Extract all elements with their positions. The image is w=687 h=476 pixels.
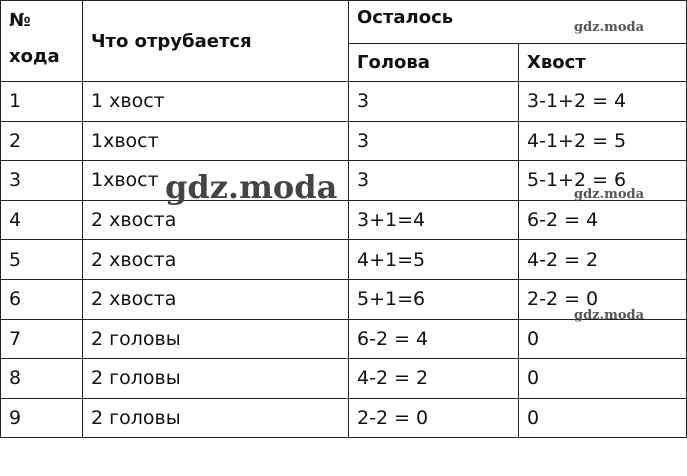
cell-cut: 2 головы [83,319,349,359]
cell-cut: 1 хвост [83,82,349,122]
header-move-no [1,1,83,82]
cell-move-no: 4 [1,200,83,240]
table-row [1,359,687,399]
cell-tail: 0 [519,359,687,399]
cell-tail: 5-1+2 = 6 [519,161,687,201]
table-row [1,279,687,319]
cell-head: 4-2 = 2 [349,359,519,399]
table-row [1,161,687,201]
cell-head: 3+1=4 [349,200,519,240]
cell-tail: 0 [519,398,687,438]
cell-cut: 2 хвоста [83,279,349,319]
header-remaining: Осталось [349,1,687,44]
cell-tail: 4-2 = 2 [519,240,687,280]
cell-cut: 2 хвоста [83,200,349,240]
header-head: Голова [349,44,519,82]
cell-tail: 4-1+2 = 5 [519,121,687,161]
cell-move-no: 7 [1,319,83,359]
cell-cut: 2 хвоста [83,240,349,280]
watermark-mid: gdz.moda [574,187,645,202]
cell-move-no: 2 [1,121,83,161]
cell-head: 4+1=5 [349,240,519,280]
cell-move-no: 3 [1,161,83,201]
cell-move-no: 6 [1,279,83,319]
header-cut: Что отрубается [83,1,349,82]
cell-move-no: 8 [1,359,83,399]
table-row [1,82,687,122]
cell-head: 6-2 = 4 [349,319,519,359]
cell-tail: 6-2 = 4 [519,200,687,240]
cell-cut: 2 головы [83,359,349,399]
cell-cut: 1хвост [83,121,349,161]
cell-move-no: 9 [1,398,83,438]
cell-tail: 0 [519,319,687,359]
cell-move-no: 5 [1,240,83,280]
cell-tail: 2-2 = 0 [519,279,687,319]
header-move-no-label: № хода [9,10,60,67]
watermark-top: gdz.moda [574,20,645,35]
cell-head: 3 [349,161,519,201]
cell-tail: 3-1+2 = 4 [519,82,687,122]
table-row [1,319,687,359]
cell-head: 3 [349,82,519,122]
cell-cut: 2 головы [83,398,349,438]
cell-move-no: 1 [1,82,83,122]
cell-head: 5+1=6 [349,279,519,319]
cell-head: 3 [349,121,519,161]
table-row [1,200,687,240]
table-row [1,240,687,280]
table-row [1,398,687,438]
watermark-bottom: gdz.moda [574,308,645,323]
watermark-center: gdz.moda [165,168,338,206]
table-row [1,121,687,161]
header-tail: Хвост [519,44,687,82]
cell-cut: 1хвост [83,161,349,201]
cell-head: 2-2 = 0 [349,398,519,438]
